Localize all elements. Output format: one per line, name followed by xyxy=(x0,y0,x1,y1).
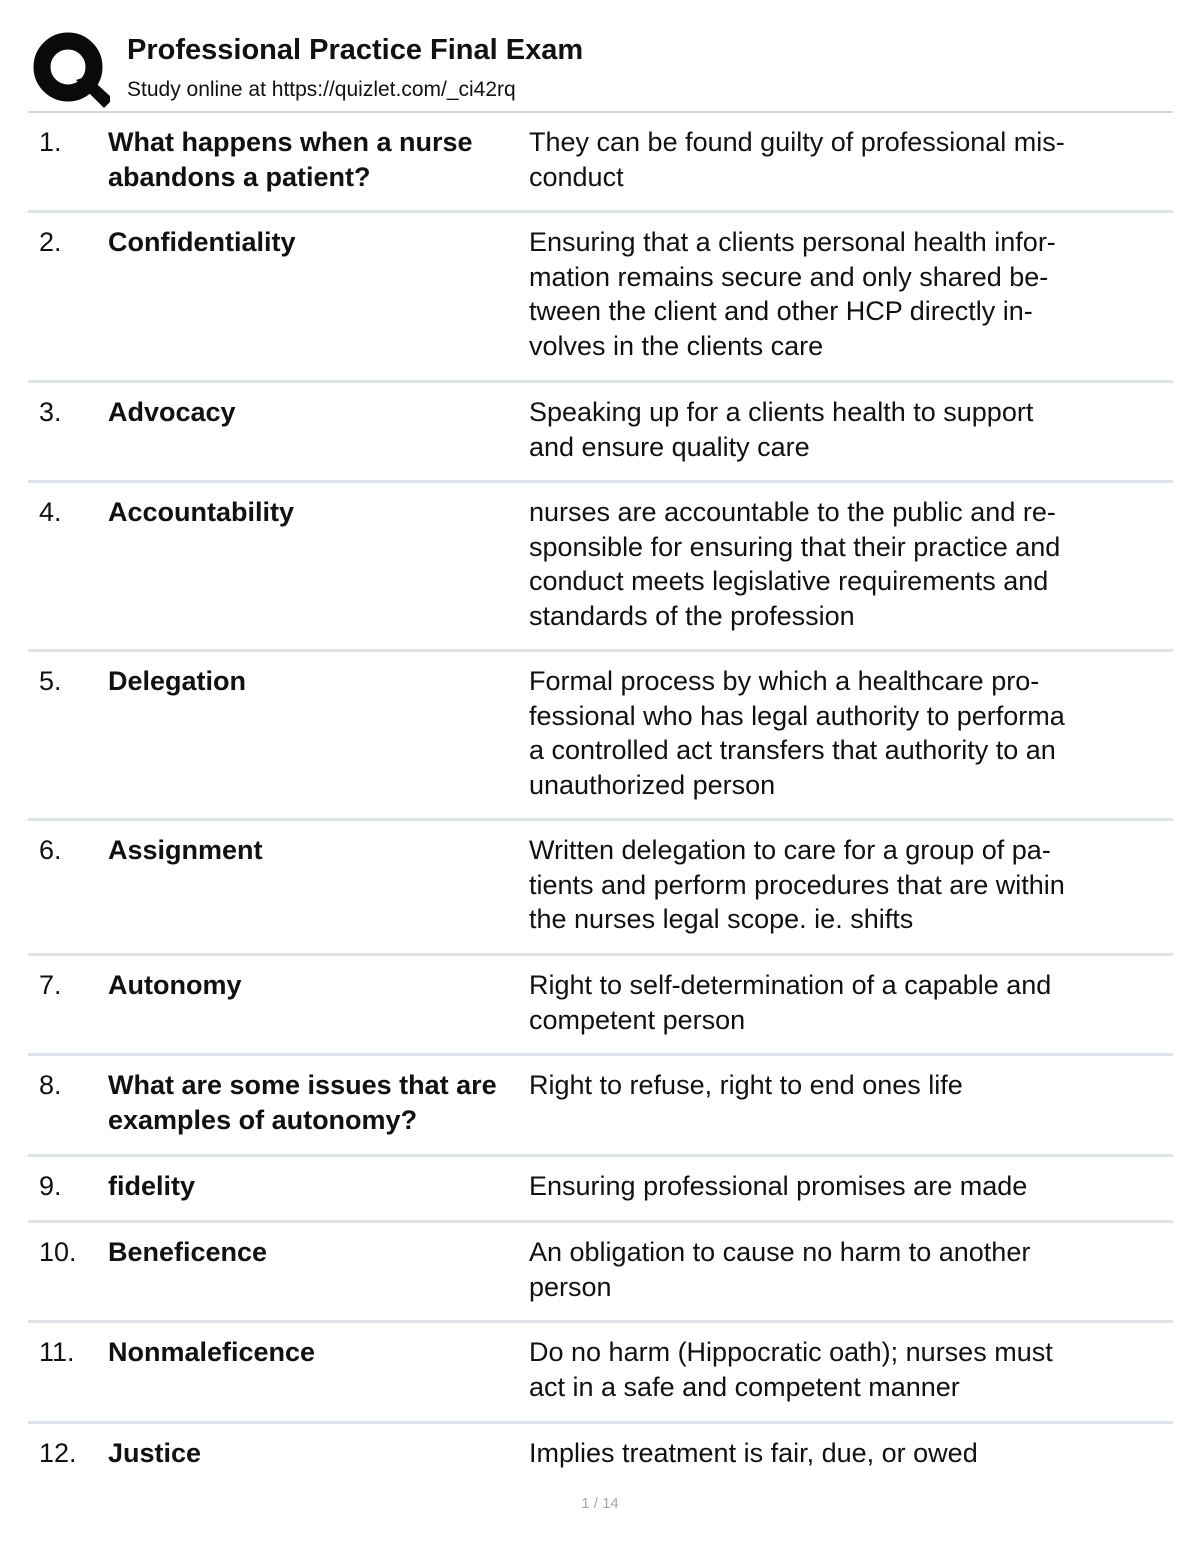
flashcard-row xyxy=(28,1056,1173,1157)
card-term: Accountability xyxy=(108,497,295,527)
definition-line: Ensuring professional promises are made xyxy=(529,1171,1028,1201)
card-definition xyxy=(529,225,1169,363)
flashcard-row xyxy=(28,1323,1173,1424)
document-title: Professional Practice Final Exam xyxy=(127,34,584,66)
card-definition xyxy=(529,1235,1169,1304)
card-number: 6. xyxy=(39,835,62,865)
definition-line: unauthorized person xyxy=(529,769,776,800)
card-definition xyxy=(529,1068,1169,1103)
card-definition xyxy=(529,1436,1169,1471)
definition-line: sponsible for ensuring that their practice and xyxy=(529,531,1061,562)
card-term: Delegation xyxy=(108,666,247,696)
card-definition xyxy=(529,664,1169,802)
flashcard-row xyxy=(28,956,1173,1056)
definition-line: a controlled act transfers that authority to an xyxy=(529,735,1056,765)
definition-line: and ensure quality care xyxy=(529,431,810,462)
page-number: 1 / 14 xyxy=(581,1495,619,1512)
definition-line: nurses are accountable to the public and re- xyxy=(529,497,1056,527)
definition-line: Do no harm (Hippocratic oath); nurses must xyxy=(529,1337,1053,1367)
card-definition xyxy=(529,1335,1169,1404)
card-number: 10. xyxy=(39,1237,77,1267)
card-definition xyxy=(529,495,1169,633)
card-definition xyxy=(529,1169,1169,1204)
card-definition xyxy=(529,125,1169,194)
card-number: 9. xyxy=(39,1171,62,1201)
definition-line: Ensuring that a clients personal health infor- xyxy=(529,227,1056,257)
flashcard-row xyxy=(28,113,1173,213)
card-number: 2. xyxy=(39,227,62,257)
card-number: 7. xyxy=(39,970,62,1000)
flashcard-row xyxy=(28,652,1173,821)
definition-line: Written delegation to care for a group of pa- xyxy=(529,835,1051,865)
definition-line: standards of the profession xyxy=(529,600,855,631)
flashcard-row xyxy=(28,383,1173,483)
card-term: Justice xyxy=(108,1438,202,1468)
definition-line: An obligation to cause no harm to another xyxy=(529,1237,1031,1267)
flashcard-row xyxy=(28,1223,1173,1323)
card-number: 5. xyxy=(39,666,62,696)
card-number: 12. xyxy=(39,1438,77,1468)
card-number: 8. xyxy=(39,1070,62,1100)
card-number: 4. xyxy=(39,497,62,527)
study-online-link[interactable]: Study online at https://quizlet.com/_ci42rq xyxy=(127,78,516,101)
quizlet-q-logo-icon xyxy=(30,30,110,110)
definition-line: Right to self-determination of a capable and xyxy=(529,970,1052,1000)
card-term: Autonomy xyxy=(108,970,242,1000)
card-term: Nonmaleficence xyxy=(108,1337,316,1367)
definition-line: Formal process by which a healthcare pro- xyxy=(529,666,1040,696)
flashcard-row xyxy=(28,821,1173,956)
definition-line: Right to refuse, right to end ones life xyxy=(529,1070,963,1100)
card-term: fidelity xyxy=(108,1171,196,1201)
definition-line: conduct meets legislative requirements and xyxy=(529,566,1049,596)
definition-line: fessional who has legal authority to performa xyxy=(529,700,1065,731)
flashcard-list xyxy=(28,113,1173,1490)
definition-line: Implies treatment is fair, due, or owed xyxy=(529,1438,978,1468)
card-number: 3. xyxy=(39,397,62,427)
card-definition xyxy=(529,833,1169,937)
flashcard-row xyxy=(28,213,1173,383)
definition-line: competent person xyxy=(529,1004,746,1035)
flashcard-row xyxy=(28,1424,1173,1490)
definition-line: the nurses legal scope. ie. shifts xyxy=(529,904,914,934)
card-term: Assignment xyxy=(108,835,263,865)
card-definition xyxy=(529,395,1169,464)
card-number: 11. xyxy=(39,1337,75,1367)
card-term: Confidentiality xyxy=(108,227,296,257)
flashcard-row xyxy=(28,1157,1173,1223)
page-header xyxy=(28,30,1173,112)
definition-line: person xyxy=(529,1271,612,1302)
definition-line: mation remains secure and only shared be- xyxy=(529,261,1049,292)
card-term: What happens when a nurse abandons a patient? xyxy=(108,127,473,192)
definition-line: They can be found guilty of professional mis- xyxy=(529,127,1065,157)
card-number: 1. xyxy=(39,127,62,157)
definition-line: conduct xyxy=(529,161,624,192)
card-term: Advocacy xyxy=(108,397,236,427)
definition-line: tween the client and other HCP directly in- xyxy=(529,296,1033,326)
card-term: Beneficence xyxy=(108,1237,268,1267)
definition-line: Speaking up for a clients health to support xyxy=(529,397,1034,427)
definition-line: act in a safe and competent manner xyxy=(529,1371,960,1402)
definition-line: tients and perform procedures that are within xyxy=(529,869,1065,900)
card-definition xyxy=(529,968,1169,1037)
flashcard-row xyxy=(28,483,1173,652)
card-term: What are some issues that are examples of autonomy? xyxy=(108,1070,497,1135)
definition-line: volves in the clients care xyxy=(529,330,824,361)
